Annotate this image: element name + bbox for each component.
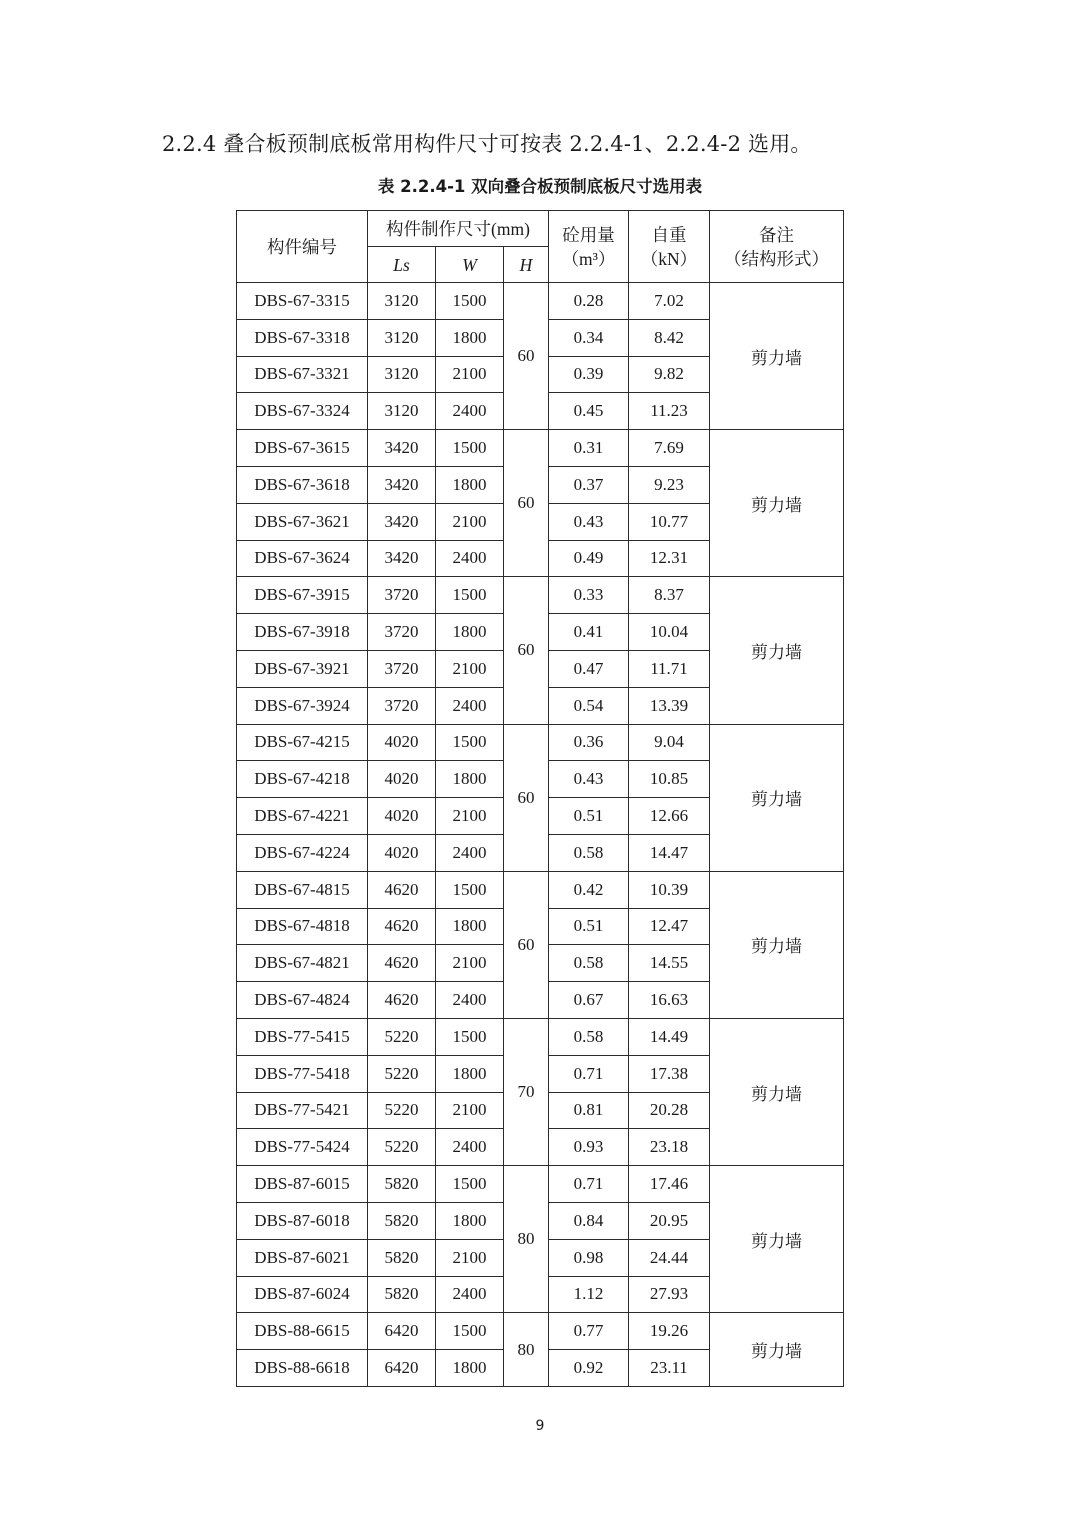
cell-volume: 0.43 [549, 761, 629, 798]
cell-code: DBS-87-6015 [237, 1166, 368, 1203]
table-row [237, 1018, 844, 1055]
cell-weight: 10.85 [629, 761, 710, 798]
cell-volume: 0.36 [549, 724, 629, 761]
cell-weight: 7.02 [629, 283, 710, 320]
cell-w: 2100 [436, 356, 504, 393]
cell-volume: 0.92 [549, 1350, 629, 1387]
cell-code: DBS-77-5421 [237, 1092, 368, 1129]
table-row [237, 577, 844, 614]
cell-w: 1800 [436, 319, 504, 356]
cell-volume: 0.51 [549, 798, 629, 835]
header-code: 构件编号 [237, 211, 368, 283]
cell-w: 1500 [436, 1313, 504, 1350]
cell-weight: 12.31 [629, 540, 710, 577]
cell-ls: 4020 [368, 724, 436, 761]
cell-code: DBS-87-6021 [237, 1239, 368, 1276]
cell-code: DBS-87-6024 [237, 1276, 368, 1313]
cell-volume: 0.67 [549, 982, 629, 1019]
cell-volume: 0.31 [549, 430, 629, 467]
cell-w: 1800 [436, 1055, 504, 1092]
cell-weight: 8.42 [629, 319, 710, 356]
cell-remark: 剪力墙 [710, 577, 844, 724]
cell-weight: 11.71 [629, 650, 710, 687]
header-w: W [436, 247, 504, 283]
cell-w: 2100 [436, 650, 504, 687]
cell-volume: 0.42 [549, 871, 629, 908]
cell-code: DBS-88-6615 [237, 1313, 368, 1350]
cell-code: DBS-67-3324 [237, 393, 368, 430]
cell-weight: 7.69 [629, 430, 710, 467]
cell-ls: 3420 [368, 503, 436, 540]
cell-w: 1500 [436, 430, 504, 467]
cell-ls: 3720 [368, 650, 436, 687]
header-volume-label: 砼用量 [562, 224, 615, 245]
table-row [237, 1313, 844, 1350]
cell-w: 1500 [436, 871, 504, 908]
cell-w: 1800 [436, 908, 504, 945]
cell-weight: 10.04 [629, 614, 710, 651]
cell-weight: 17.46 [629, 1166, 710, 1203]
cell-w: 1500 [436, 1166, 504, 1203]
cell-code: DBS-67-3618 [237, 466, 368, 503]
cell-code: DBS-67-4821 [237, 945, 368, 982]
cell-volume: 0.77 [549, 1313, 629, 1350]
cell-w: 1500 [436, 283, 504, 320]
cell-weight: 19.26 [629, 1313, 710, 1350]
cell-h: 80 [504, 1313, 549, 1387]
cell-ls: 5820 [368, 1239, 436, 1276]
cell-volume: 0.47 [549, 650, 629, 687]
cell-w: 1500 [436, 577, 504, 614]
header-remark-label: 备注 [759, 224, 794, 245]
cell-ls: 4620 [368, 945, 436, 982]
cell-weight: 16.63 [629, 982, 710, 1019]
cell-w: 1800 [436, 466, 504, 503]
cell-volume: 0.84 [549, 1202, 629, 1239]
cell-weight: 14.55 [629, 945, 710, 982]
cell-w: 2400 [436, 1276, 504, 1313]
cell-ls: 3720 [368, 687, 436, 724]
cell-volume: 0.39 [549, 356, 629, 393]
cell-volume: 0.33 [549, 577, 629, 614]
cell-ls: 5220 [368, 1092, 436, 1129]
header-h: H [504, 247, 549, 283]
cell-weight: 9.82 [629, 356, 710, 393]
cell-ls: 3120 [368, 356, 436, 393]
cell-weight: 13.39 [629, 687, 710, 724]
cell-weight: 14.49 [629, 1018, 710, 1055]
cell-ls: 4020 [368, 798, 436, 835]
cell-code: DBS-88-6618 [237, 1350, 368, 1387]
cell-weight: 12.66 [629, 798, 710, 835]
header-dims-group: 构件制作尺寸(mm) [368, 211, 549, 247]
page-number: 9 [535, 1418, 545, 1434]
cell-weight: 9.23 [629, 466, 710, 503]
table-caption: 表 2.2.4-1 双向叠合板预制底板尺寸选用表 [377, 177, 703, 196]
cell-volume: 0.41 [549, 614, 629, 651]
cell-code: DBS-67-3918 [237, 614, 368, 651]
cell-ls: 3420 [368, 466, 436, 503]
cell-w: 1800 [436, 614, 504, 651]
header-weight-label: 自重 [651, 224, 687, 245]
cell-weight: 17.38 [629, 1055, 710, 1092]
cell-w: 2400 [436, 540, 504, 577]
cell-weight: 20.95 [629, 1202, 710, 1239]
cell-weight: 10.39 [629, 871, 710, 908]
cell-ls: 4620 [368, 982, 436, 1019]
cell-w: 1800 [436, 761, 504, 798]
cell-ls: 3120 [368, 319, 436, 356]
cell-h: 80 [504, 1166, 549, 1313]
cell-code: DBS-67-3921 [237, 650, 368, 687]
cell-volume: 0.54 [549, 687, 629, 724]
cell-volume: 0.58 [549, 1018, 629, 1055]
cell-ls: 5820 [368, 1166, 436, 1203]
cell-volume: 1.12 [549, 1276, 629, 1313]
header-remark [710, 211, 844, 283]
cell-weight: 11.23 [629, 393, 710, 430]
table-row [237, 430, 844, 467]
cell-code: DBS-67-4215 [237, 724, 368, 761]
cell-w: 1500 [436, 724, 504, 761]
cell-ls: 6420 [368, 1313, 436, 1350]
cell-weight: 24.44 [629, 1239, 710, 1276]
cell-remark: 剪力墙 [710, 1166, 844, 1313]
cell-weight: 10.77 [629, 503, 710, 540]
cell-ls: 5220 [368, 1129, 436, 1166]
cell-w: 2100 [436, 503, 504, 540]
cell-ls: 4620 [368, 908, 436, 945]
cell-h: 60 [504, 871, 549, 1018]
cell-code: DBS-77-5418 [237, 1055, 368, 1092]
header-volume [549, 211, 629, 283]
cell-volume: 0.45 [549, 393, 629, 430]
cell-code: DBS-67-4815 [237, 871, 368, 908]
cell-volume: 0.93 [549, 1129, 629, 1166]
cell-code: DBS-67-3315 [237, 283, 368, 320]
cell-code: DBS-87-6018 [237, 1202, 368, 1239]
cell-volume: 0.98 [549, 1239, 629, 1276]
cell-w: 2400 [436, 1129, 504, 1166]
cell-code: DBS-67-4824 [237, 982, 368, 1019]
cell-code: DBS-67-3321 [237, 356, 368, 393]
cell-ls: 5220 [368, 1055, 436, 1092]
cell-remark: 剪力墙 [710, 1018, 844, 1165]
cell-w: 1800 [436, 1202, 504, 1239]
cell-remark: 剪力墙 [710, 430, 844, 577]
cell-code: DBS-77-5415 [237, 1018, 368, 1055]
cell-code: DBS-67-4218 [237, 761, 368, 798]
cell-weight: 20.28 [629, 1092, 710, 1129]
table-row [237, 871, 844, 908]
cell-remark: 剪力墙 [710, 871, 844, 1018]
cell-ls: 3420 [368, 430, 436, 467]
cell-volume: 0.34 [549, 319, 629, 356]
cell-remark: 剪力墙 [710, 283, 844, 430]
header-row-top [237, 211, 844, 247]
cell-code: DBS-67-4818 [237, 908, 368, 945]
cell-volume: 0.71 [549, 1166, 629, 1203]
cell-ls: 4620 [368, 871, 436, 908]
cell-code: DBS-67-3624 [237, 540, 368, 577]
cell-ls: 3720 [368, 577, 436, 614]
cell-volume: 0.43 [549, 503, 629, 540]
table-row [237, 724, 844, 761]
cell-volume: 0.58 [549, 945, 629, 982]
cell-code: DBS-67-3615 [237, 430, 368, 467]
cell-ls: 3420 [368, 540, 436, 577]
cell-w: 2100 [436, 1239, 504, 1276]
cell-ls: 3720 [368, 614, 436, 651]
cell-ls: 5820 [368, 1276, 436, 1313]
cell-w: 2100 [436, 1092, 504, 1129]
cell-w: 2400 [436, 982, 504, 1019]
header-ls: Ls [368, 247, 436, 283]
cell-code: DBS-67-3318 [237, 319, 368, 356]
cell-volume: 0.28 [549, 283, 629, 320]
cell-weight: 23.18 [629, 1129, 710, 1166]
cell-h: 60 [504, 724, 549, 871]
header-weight [629, 211, 710, 283]
cell-ls: 3120 [368, 283, 436, 320]
cell-remark: 剪力墙 [710, 724, 844, 871]
cell-h: 60 [504, 577, 549, 724]
header-volume-unit: （m³） [561, 248, 616, 269]
cell-ls: 4020 [368, 761, 436, 798]
header-remark-note: （结构形式） [724, 248, 829, 269]
cell-ls: 5220 [368, 1018, 436, 1055]
cell-h: 60 [504, 430, 549, 577]
cell-h: 70 [504, 1018, 549, 1165]
cell-weight: 14.47 [629, 834, 710, 871]
cell-w: 2100 [436, 798, 504, 835]
cell-volume: 0.37 [549, 466, 629, 503]
section-heading: 2.2.4 叠合板预制底板常用构件尺寸可按表 2.2.4-1、2.2.4-2 选用。 [162, 132, 812, 156]
cell-volume: 0.71 [549, 1055, 629, 1092]
cell-volume: 0.58 [549, 834, 629, 871]
cell-w: 1500 [436, 1018, 504, 1055]
cell-ls: 4020 [368, 834, 436, 871]
table-row [237, 1166, 844, 1203]
cell-weight: 23.11 [629, 1350, 710, 1387]
cell-volume: 0.51 [549, 908, 629, 945]
cell-weight: 27.93 [629, 1276, 710, 1313]
cell-code: DBS-67-3924 [237, 687, 368, 724]
cell-weight: 8.37 [629, 577, 710, 614]
cell-w: 2100 [436, 945, 504, 982]
cell-w: 1800 [436, 1350, 504, 1387]
cell-code: DBS-67-4224 [237, 834, 368, 871]
panel-size-table [236, 210, 844, 1387]
cell-code: DBS-67-4221 [237, 798, 368, 835]
table-row [237, 283, 844, 320]
cell-code: DBS-67-3915 [237, 577, 368, 614]
cell-w: 2400 [436, 834, 504, 871]
cell-w: 2400 [436, 687, 504, 724]
cell-volume: 0.81 [549, 1092, 629, 1129]
cell-code: DBS-67-3621 [237, 503, 368, 540]
cell-h: 60 [504, 283, 549, 430]
cell-volume: 0.49 [549, 540, 629, 577]
cell-ls: 5820 [368, 1202, 436, 1239]
cell-weight: 9.04 [629, 724, 710, 761]
header-weight-unit: （kN） [640, 248, 698, 269]
cell-ls: 6420 [368, 1350, 436, 1387]
cell-code: DBS-77-5424 [237, 1129, 368, 1166]
cell-remark: 剪力墙 [710, 1313, 844, 1387]
cell-weight: 12.47 [629, 908, 710, 945]
cell-w: 2400 [436, 393, 504, 430]
cell-ls: 3120 [368, 393, 436, 430]
